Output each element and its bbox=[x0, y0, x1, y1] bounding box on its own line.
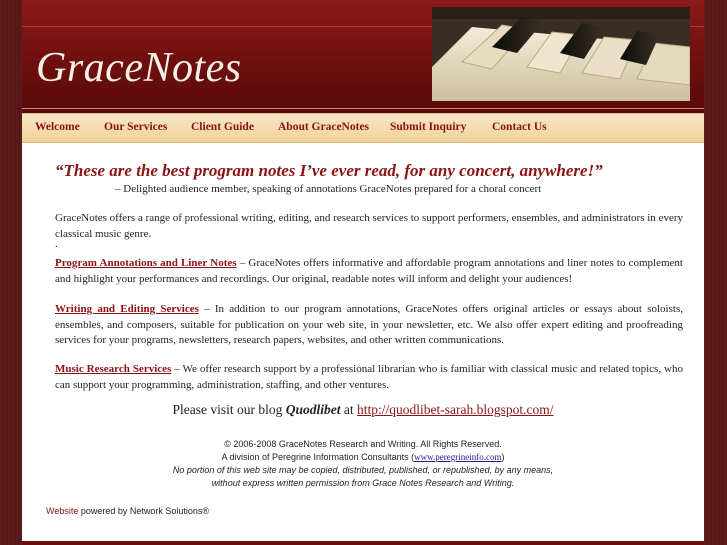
nav-item-welcome[interactable]: Welcome bbox=[35, 121, 80, 133]
footer-division-suffix: ) bbox=[501, 452, 505, 462]
website-link[interactable]: Website bbox=[46, 506, 79, 516]
nav-item-our-services[interactable]: Our Services bbox=[104, 121, 168, 133]
stray-dot: . bbox=[55, 238, 58, 250]
testimonial-quote: “These are the best program notes I’ve ever read, for any concert, anywhere!” bbox=[55, 161, 603, 180]
blog-at: at bbox=[340, 402, 358, 417]
peregrine-link[interactable]: www.peregrineinfo.com bbox=[414, 452, 502, 462]
writing-editing-link[interactable]: Writing and Editing Services bbox=[55, 303, 199, 315]
music-research-link[interactable]: Music Research Services bbox=[55, 363, 172, 375]
footer-division bbox=[22, 451, 704, 464]
writing-editing-text: – In addition to our program annotations, GraceNotes offers original articles or essays about soloists, ensembles, and composers, suitable for publication on your web site, in your newsletter, etc. We also offer expert editing and proofreading services for your programs, newsletters, research papers, websites, and other written communications. bbox=[55, 303, 683, 346]
powered-text: powered by Network Solutions® bbox=[78, 506, 210, 516]
nav-item-contact-us[interactable]: Contact Us bbox=[492, 121, 547, 133]
site-logo-title[interactable]: GraceNotes bbox=[36, 45, 242, 91]
page-bottom-bar bbox=[22, 541, 704, 545]
footer-division-prefix: A division of Peregrine Information Consultants ( bbox=[221, 452, 415, 462]
nav-item-client-guide[interactable]: Client Guide bbox=[191, 121, 254, 133]
blog-url-link[interactable]: http://quodlibet-sarah.blogspot.com/ bbox=[357, 402, 554, 417]
footer-notice-line2: without express written permission from Grace Notes Research and Writing. bbox=[211, 478, 515, 488]
piano-keys-image bbox=[432, 7, 690, 101]
powered-by bbox=[46, 506, 209, 516]
piano-keys-illustration bbox=[432, 7, 690, 101]
footer-notice-line1: No portion of this web site may be copied, distributed, published, or republished, by any means, bbox=[172, 465, 554, 475]
main-nav bbox=[22, 114, 704, 143]
blog-name: Quodlibet bbox=[285, 402, 341, 417]
page bbox=[22, 0, 704, 545]
blog-invite bbox=[22, 402, 704, 418]
intro-paragraph: GraceNotes offers a range of professional writing, editing, and research services to support performers, ensembles, and administrators in every classical music genre. bbox=[55, 212, 683, 240]
footer-copyright: © 2006-2008 GraceNotes Research and Writing. All Rights Reserved. bbox=[224, 439, 502, 449]
program-annotations-text: – GraceNotes offers informative and affordable program annotations and liner notes to complement and highlight your performances and recordings. Our original, readable notes will inform and delight your audiences! bbox=[55, 257, 683, 285]
service-music-research bbox=[55, 362, 683, 393]
nav-item-submit-inquiry[interactable]: Submit Inquiry bbox=[390, 121, 467, 133]
nav-item-about-gracenotes[interactable]: About GraceNotes bbox=[278, 121, 370, 133]
blog-prefix: Please visit our blog bbox=[172, 402, 286, 417]
music-research-text: – We offer research support by a professional librarian who is familiar with classical music and related topics, who can support your programming, administration, staffing, and other ventures. bbox=[55, 363, 683, 391]
header-rule-bottom bbox=[22, 108, 704, 109]
service-program-annotations bbox=[55, 256, 683, 287]
program-annotations-link[interactable]: Program Annotations and Liner Notes bbox=[55, 257, 237, 269]
site-header bbox=[22, 0, 704, 114]
testimonial-attribution: – Delighted audience member, speaking of annotations GraceNotes prepared for a choral concert bbox=[115, 183, 542, 195]
service-writing-editing bbox=[55, 302, 683, 349]
